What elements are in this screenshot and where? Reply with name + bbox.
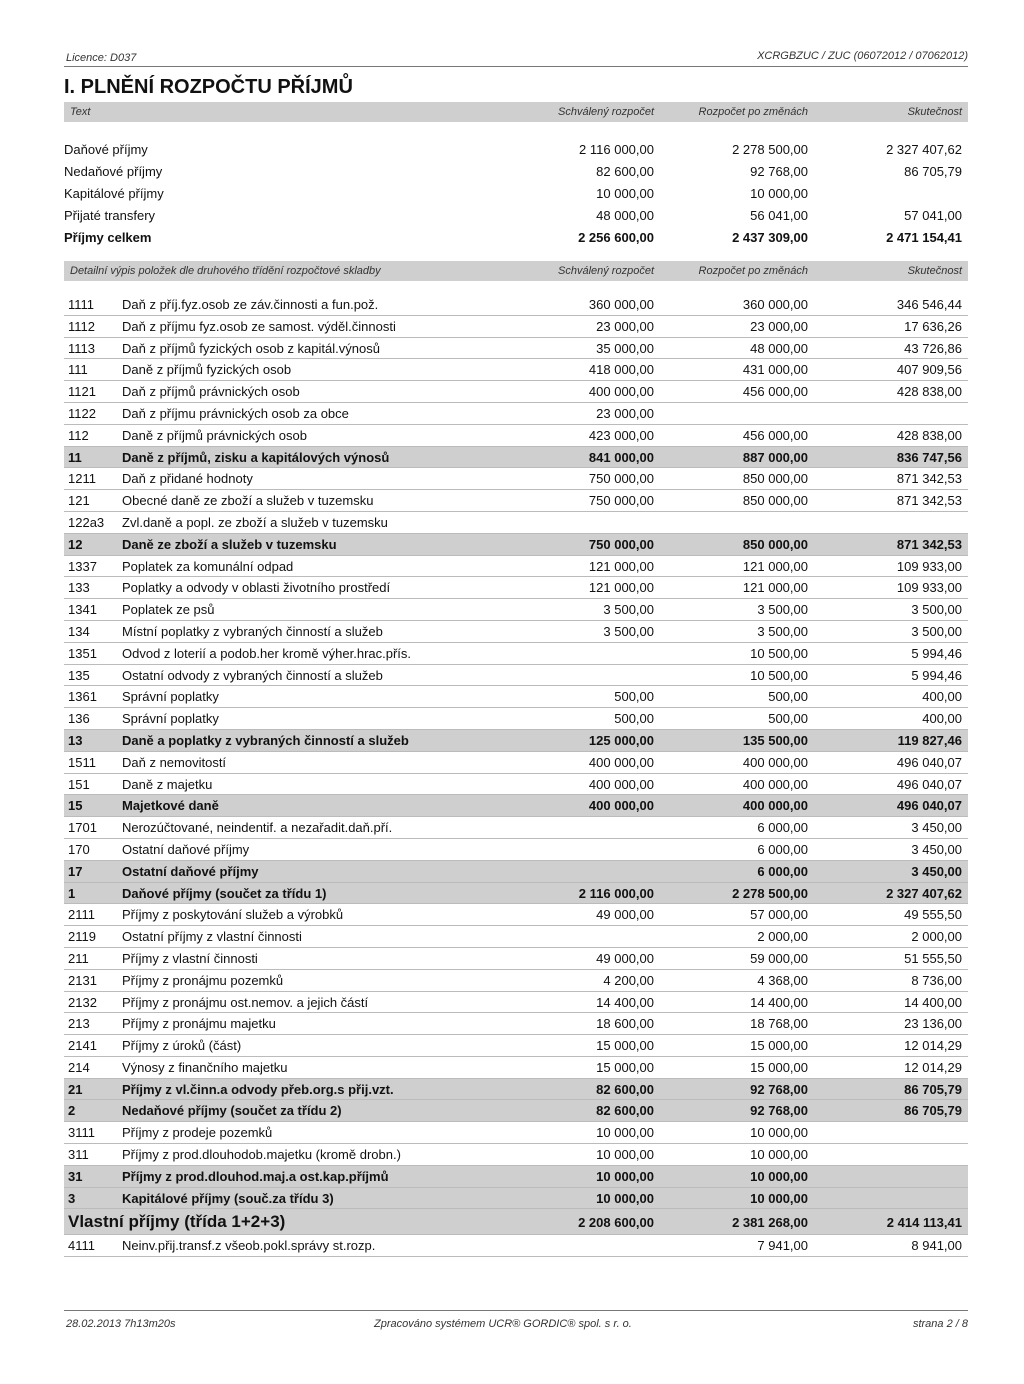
row-approved: 15 000,00 (596, 1059, 654, 1075)
row-actual: 3 500,00 (911, 602, 962, 618)
summary-row-text: Nedaňové příjmy (64, 164, 163, 179)
row-code: 213 (68, 1016, 90, 1032)
header-divider (64, 66, 968, 67)
row-text: Příjmy z úroků (část) (122, 1038, 242, 1054)
subtotal-row (64, 1166, 968, 1188)
row-code: 2119 (68, 929, 96, 945)
summary-row-actual: 86 705,79 (904, 164, 962, 179)
table-row (64, 512, 968, 534)
row-code: 2141 (68, 1038, 97, 1054)
row-actual: 5 994,46 (911, 645, 962, 661)
row-actual: 3 450,00 (911, 863, 962, 879)
row-code: 133 (68, 580, 90, 596)
summary-table (64, 138, 968, 248)
summary-row-adjusted: 92 768,00 (750, 164, 808, 179)
row-approved: 18 600,00 (596, 1016, 654, 1032)
row-adjusted: 3 500,00 (757, 623, 808, 639)
summary-header-bar (64, 102, 968, 122)
row-actual: 12 014,29 (904, 1059, 962, 1075)
table-row (64, 686, 968, 708)
row-code: 13 (68, 732, 83, 748)
row-text: Správní poplatky (122, 711, 219, 727)
row-approved: 15 000,00 (596, 1038, 654, 1054)
row-approved: 500,00 (614, 689, 654, 705)
page-title: I. PLNĚNÍ ROZPOČTU PŘÍJMŮ (64, 76, 353, 98)
table-row (64, 621, 968, 643)
row-approved: 400 000,00 (588, 798, 654, 814)
table-row (64, 338, 968, 360)
row-text: Zvl.daně a popl. ze zboží a služeb v tuzemsku (122, 514, 388, 530)
row-adjusted: 59 000,00 (750, 950, 808, 966)
summary-row-approved: 10 000,00 (596, 186, 654, 201)
row-code: 1122 (68, 405, 96, 421)
row-approved: 4 200,00 (603, 972, 654, 988)
subtotal-row (64, 534, 968, 556)
row-approved: 3 500,00 (603, 623, 654, 639)
row-actual: 428 838,00 (896, 427, 962, 443)
row-actual: 496 040,07 (896, 776, 962, 792)
row-adjusted: 6 000,00 (757, 820, 808, 836)
row-code: 11 (68, 449, 82, 465)
summary-row (64, 182, 968, 204)
row-approved: 35 000,00 (596, 340, 654, 356)
table-row (64, 577, 968, 599)
row-actual: 428 838,00 (896, 384, 962, 400)
detail-header-bar (64, 261, 968, 281)
row-text: Obecné daně ze zboží a služeb v tuzemsku (122, 493, 374, 509)
row-approved: 423 000,00 (588, 427, 654, 443)
row-code: 1511 (68, 754, 96, 770)
row-text: Ostatní příjmy z vlastní činnosti (122, 929, 302, 945)
table-row (64, 490, 968, 512)
row-text: Poplatek ze psů (122, 602, 215, 618)
row-approved: 125 000,00 (588, 732, 654, 748)
row-text: Ostatní odvody z vybraných činností a služeb (122, 667, 383, 683)
row-adjusted: 10 500,00 (750, 667, 808, 683)
row-code: 3111 (68, 1125, 95, 1141)
subtotal-row (64, 883, 968, 905)
row-code: 1337 (68, 558, 97, 574)
row-actual: 5 994,46 (911, 667, 962, 683)
row-text: Daň z příjmů právnických osob (122, 384, 300, 400)
detail-header-col3: Skutečnost (907, 265, 962, 277)
row-approved: 82 600,00 (596, 1081, 654, 1097)
row-adjusted: 92 768,00 (750, 1103, 808, 1119)
row-text: Daň z příjmu fyz.osob ze samost. výděl.činnosti (122, 318, 396, 334)
row-text: Příjmy z pronájmu ost.nemov. a jejich částí (122, 994, 369, 1010)
table-row (64, 948, 968, 970)
row-adjusted: 887 000,00 (742, 449, 808, 465)
row-adjusted: 7 941,00 (757, 1238, 808, 1254)
row-text: Místní poplatky z vybraných činností a služeb (122, 623, 383, 639)
table-row (64, 425, 968, 447)
summary-row (64, 204, 968, 226)
row-code: 1 (68, 885, 76, 901)
row-adjusted: 92 768,00 (750, 1081, 808, 1097)
footer-timestamp: 28.02.2013 7h13m20s (66, 1318, 176, 1330)
row-actual: 49 555,50 (904, 907, 962, 923)
row-text: Nedaňové příjmy (součet za třídu 2) (122, 1103, 342, 1119)
row-text: Daně a poplatky z vybraných činností a služeb (122, 732, 409, 748)
row-adjusted: 15 000,00 (750, 1038, 808, 1054)
row-approved: 750 000,00 (588, 536, 654, 552)
detail-table (64, 294, 968, 1257)
row-code: 1113 (68, 340, 95, 356)
summary-row-adjusted: 10 000,00 (750, 186, 808, 201)
row-code: 112 (68, 427, 89, 443)
table-row (64, 752, 968, 774)
row-adjusted: 500,00 (768, 711, 808, 727)
row-code: 1341 (68, 602, 97, 618)
row-actual: 8 941,00 (911, 1238, 962, 1254)
row-approved: 750 000,00 (588, 471, 654, 487)
row-approved: 400 000,00 (588, 384, 654, 400)
row-adjusted: 3 500,00 (757, 602, 808, 618)
row-adjusted: 15 000,00 (750, 1059, 808, 1075)
summary-row (64, 160, 968, 182)
row-actual: 836 747,56 (896, 449, 962, 465)
row-actual: 3 450,00 (911, 841, 962, 857)
table-row (64, 665, 968, 687)
summary-row (64, 138, 968, 160)
summary-row-adjusted: 2 278 500,00 (732, 142, 808, 157)
summary-row-approved: 82 600,00 (596, 164, 654, 179)
row-approved: 121 000,00 (588, 580, 654, 596)
table-row (64, 403, 968, 425)
summary-row-text: Přijaté transfery (64, 208, 156, 223)
table-row (64, 970, 968, 992)
row-text: Daně z příjmů právnických osob (122, 427, 307, 443)
row-approved: 121 000,00 (588, 558, 654, 574)
row-text: Daně z příjmů fyzických osob (122, 362, 292, 378)
row-code: 122a3 (68, 514, 105, 530)
row-actual: 871 342,53 (896, 493, 962, 509)
row-approved: 750 000,00 (588, 493, 654, 509)
row-adjusted: 10 000,00 (750, 1125, 808, 1141)
row-text: Příjmy z vlastní činnosti (122, 950, 258, 966)
subtotal-row (64, 795, 968, 817)
row-adjusted: 18 768,00 (750, 1016, 808, 1032)
row-text: Příjmy z pronájmu pozemků (122, 972, 284, 988)
table-row (64, 904, 968, 926)
row-text: Daň z nemovitostí (122, 754, 227, 770)
table-row (64, 839, 968, 861)
row-code: 1111 (68, 297, 95, 312)
row-actual: 17 636,26 (904, 318, 962, 334)
summary-row-adjusted: 56 041,00 (750, 208, 808, 223)
row-actual: 3 450,00 (911, 820, 962, 836)
row-adjusted: 2 381 268,00 (732, 1215, 808, 1231)
row-text: Poplatky a odvody v oblasti životního prostředí (122, 580, 391, 596)
licence-label: Licence: D037 (66, 52, 137, 64)
row-actual: 23 136,00 (904, 1016, 962, 1032)
row-actual: 12 014,29 (904, 1038, 962, 1054)
row-approved: 2 116 000,00 (578, 885, 654, 901)
row-approved: 10 000,00 (596, 1125, 654, 1141)
row-actual: 86 705,79 (904, 1103, 962, 1119)
row-approved: 10 000,00 (596, 1147, 654, 1163)
table-row (64, 316, 968, 338)
table-row (64, 774, 968, 796)
row-adjusted: 850 000,00 (742, 493, 808, 509)
summary-header-col2: Rozpočet po změnách (698, 106, 808, 118)
row-actual: 871 342,53 (896, 536, 962, 552)
table-row (64, 1057, 968, 1079)
row-code: 214 (68, 1059, 90, 1075)
row-approved: 23 000,00 (596, 405, 654, 421)
row-text: Odvod z loterií a podob.her kromě výher.hrac.přís. (122, 645, 412, 661)
row-adjusted: 400 000,00 (742, 798, 808, 814)
table-row (64, 468, 968, 490)
row-adjusted: 6 000,00 (757, 863, 808, 879)
subtotal-row (64, 1188, 968, 1210)
row-actual: 43 726,86 (904, 340, 962, 356)
grand-subtotal-row (64, 1209, 968, 1235)
table-row (64, 992, 968, 1014)
row-adjusted: 6 000,00 (757, 841, 808, 857)
row-text: Daně z majetku (122, 776, 213, 792)
row-code: 3 (68, 1190, 76, 1206)
row-approved: 360 000,00 (588, 297, 654, 312)
table-row (64, 359, 968, 381)
row-text: Ostatní daňové příjmy (122, 841, 250, 857)
row-adjusted: 48 000,00 (750, 340, 808, 356)
row-actual: 407 909,56 (896, 362, 962, 378)
row-code: 15 (68, 798, 83, 814)
row-adjusted: 456 000,00 (742, 427, 808, 443)
table-row (64, 1122, 968, 1144)
row-approved: 14 400,00 (596, 994, 654, 1010)
row-text: Příjmy z prod.dlouhod.maj.a ost.kap.příjmů (122, 1168, 389, 1184)
summary-row-adjusted: 2 437 309,00 (732, 230, 808, 245)
summary-row-actual: 57 041,00 (904, 208, 962, 223)
row-adjusted: 135 500,00 (742, 732, 808, 748)
row-adjusted: 360 000,00 (742, 297, 808, 312)
summary-row-approved: 2 256 600,00 (578, 230, 654, 245)
row-actual: 346 546,44 (896, 297, 962, 312)
row-text: Poplatek za komunální odpad (122, 558, 294, 574)
summary-row-text: Daňové příjmy (64, 142, 148, 157)
row-actual: 119 827,46 (897, 732, 962, 748)
subtotal-row (64, 730, 968, 752)
summary-header-col1: Schválený rozpočet (558, 106, 654, 118)
row-approved: 400 000,00 (588, 776, 654, 792)
row-adjusted: 456 000,00 (742, 384, 808, 400)
footer-divider (64, 1310, 968, 1311)
row-text: Příjmy z pronájmu majetku (122, 1016, 276, 1032)
row-adjusted: 14 400,00 (750, 994, 808, 1010)
row-text: Příjmy z poskytování služeb a výrobků (122, 907, 344, 923)
row-actual: 3 500,00 (911, 623, 962, 639)
row-actual: 496 040,07 (896, 754, 962, 770)
summary-row-text: Příjmy celkem (64, 230, 152, 245)
footer-system: Zpracováno systémem UCR® GORDIC® spol. s r. o. (374, 1318, 632, 1330)
row-adjusted: 850 000,00 (742, 536, 808, 552)
row-adjusted: 10 000,00 (750, 1190, 808, 1206)
row-code: 151 (68, 776, 90, 792)
row-code: 1361 (68, 689, 97, 705)
row-text: Ostatní daňové příjmy (122, 863, 259, 879)
row-adjusted: 2 000,00 (757, 929, 808, 945)
row-adjusted: 850 000,00 (742, 471, 808, 487)
summary-row-approved: 2 116 000,00 (579, 142, 654, 157)
row-code: 1211 (68, 471, 96, 487)
table-row (64, 556, 968, 578)
table-row (64, 708, 968, 730)
table-row (64, 1035, 968, 1057)
row-code: 2 (68, 1103, 76, 1119)
row-text: Daň z příj.fyz.osob ze záv.činnosti a fun.pož. (122, 297, 379, 312)
row-text: Majetkové daně (122, 798, 219, 814)
row-code: 2111 (68, 907, 95, 923)
row-adjusted: 121 000,00 (742, 558, 808, 574)
row-code: 211 (68, 950, 89, 966)
row-text: Správní poplatky (122, 689, 219, 705)
table-row (64, 1013, 968, 1035)
row-adjusted: 10 500,00 (750, 645, 808, 661)
row-adjusted: 400 000,00 (742, 754, 808, 770)
row-text: Nerozúčtované, neindentif. a nezařadit.daň.pří. (122, 820, 393, 836)
footer-page-number: strana 2 / 8 (912, 1318, 968, 1330)
row-code: 311 (68, 1147, 89, 1163)
row-text: Daňové příjmy (součet za třídu 1) (122, 885, 327, 901)
row-actual: 14 400,00 (904, 994, 962, 1010)
row-adjusted: 10 000,00 (750, 1168, 808, 1184)
row-code: 17 (68, 863, 83, 879)
summary-header-col3: Skutečnost (907, 106, 962, 118)
table-row (64, 1235, 968, 1257)
summary-row-actual: 2 471 154,41 (886, 230, 962, 245)
row-actual: 109 933,00 (896, 580, 962, 596)
row-text: Vlastní příjmy (třída 1+2+3) (68, 1212, 286, 1232)
row-text: Daň z příjmu právnických osob za obce (122, 405, 349, 421)
row-actual: 2 000,00 (911, 929, 962, 945)
summary-row-actual: 2 327 407,62 (886, 142, 962, 157)
row-code: 2132 (68, 994, 97, 1010)
row-actual: 496 040,07 (896, 798, 962, 814)
summary-row-text: Kapitálové příjmy (64, 186, 164, 201)
summary-row-approved: 48 000,00 (596, 208, 654, 223)
row-code: 21 (68, 1081, 83, 1097)
detail-header-col2: Rozpočet po změnách (698, 265, 808, 277)
row-code: 12 (68, 536, 83, 552)
row-text: Daně z příjmů, zisku a kapitálových výnosů (122, 449, 390, 465)
row-code: 111 (68, 362, 88, 378)
row-adjusted: 4 368,00 (757, 972, 808, 988)
row-code: 121 (68, 493, 90, 509)
row-text: Příjmy z vl.činn.a odvody přeb.org.s přij.vzt. (122, 1081, 394, 1097)
row-text: Příjmy z prodeje pozemků (122, 1125, 273, 1141)
row-code: 134 (68, 623, 90, 639)
row-code: 4111 (68, 1238, 95, 1254)
row-approved: 10 000,00 (596, 1190, 654, 1206)
row-text: Daně ze zboží a služeb v tuzemsku (122, 536, 337, 552)
subtotal-row (64, 1100, 968, 1122)
row-approved: 500,00 (614, 711, 654, 727)
row-actual: 400,00 (922, 689, 962, 705)
row-approved: 23 000,00 (596, 318, 654, 334)
report-code: XCRGBZUC / ZUC (06072012 / 07062012) (757, 50, 968, 62)
row-actual: 51 555,50 (904, 950, 962, 966)
row-adjusted: 500,00 (768, 689, 808, 705)
row-actual: 400,00 (922, 711, 962, 727)
row-actual: 2 327 407,62 (886, 885, 962, 901)
row-actual: 109 933,00 (896, 558, 962, 574)
table-row (64, 381, 968, 403)
row-adjusted: 400 000,00 (742, 776, 808, 792)
subtotal-row (64, 861, 968, 883)
row-approved: 400 000,00 (588, 754, 654, 770)
summary-total-row (64, 226, 968, 248)
row-adjusted: 2 278 500,00 (732, 885, 808, 901)
detail-header-col1: Schválený rozpočet (558, 265, 654, 277)
row-approved: 10 000,00 (596, 1168, 654, 1184)
row-actual: 8 736,00 (911, 972, 962, 988)
row-actual: 871 342,53 (896, 471, 962, 487)
row-adjusted: 121 000,00 (742, 580, 808, 596)
row-text: Daň z příjmů fyzických osob z kapitál.výnosů (122, 340, 380, 356)
table-row (64, 817, 968, 839)
row-adjusted: 23 000,00 (750, 318, 808, 334)
row-text: Výnosy z finančního majetku (122, 1059, 288, 1075)
row-approved: 2 208 600,00 (578, 1215, 654, 1231)
row-adjusted: 431 000,00 (742, 362, 808, 378)
detail-header-text: Detailní výpis položek dle druhového třídění rozpočtové skladby (70, 265, 381, 277)
table-row (64, 643, 968, 665)
table-row (64, 926, 968, 948)
row-text: Daň z přidané hodnoty (122, 471, 253, 487)
row-code: 1351 (68, 645, 97, 661)
row-adjusted: 10 000,00 (750, 1147, 808, 1163)
subtotal-row (64, 447, 968, 469)
table-row (64, 294, 968, 316)
row-text: Kapitálové příjmy (souč.za třídu 3) (122, 1190, 334, 1206)
summary-header-text: Text (70, 106, 91, 118)
row-code: 1112 (68, 318, 95, 334)
table-row (64, 1144, 968, 1166)
row-code: 1701 (68, 820, 97, 836)
subtotal-row (64, 1079, 968, 1101)
row-text: Neinv.přij.transf.z všeob.pokl.správy st.rozp. (122, 1238, 376, 1254)
row-text: Příjmy z prod.dlouhodob.majetku (kromě drobn.) (122, 1147, 401, 1163)
row-code: 135 (68, 667, 90, 683)
row-code: 136 (68, 711, 90, 727)
row-actual: 2 414 113,41 (886, 1215, 962, 1231)
row-actual: 86 705,79 (904, 1081, 962, 1097)
row-approved: 82 600,00 (596, 1103, 654, 1119)
row-code: 31 (68, 1168, 83, 1184)
row-approved: 49 000,00 (596, 907, 654, 923)
row-approved: 49 000,00 (596, 950, 654, 966)
row-code: 170 (68, 841, 90, 857)
row-approved: 3 500,00 (603, 602, 654, 618)
row-approved: 841 000,00 (588, 449, 654, 465)
row-adjusted: 57 000,00 (750, 907, 808, 923)
table-row (64, 599, 968, 621)
row-code: 1121 (68, 384, 96, 400)
row-code: 2131 (68, 972, 97, 988)
row-approved: 418 000,00 (588, 362, 654, 378)
